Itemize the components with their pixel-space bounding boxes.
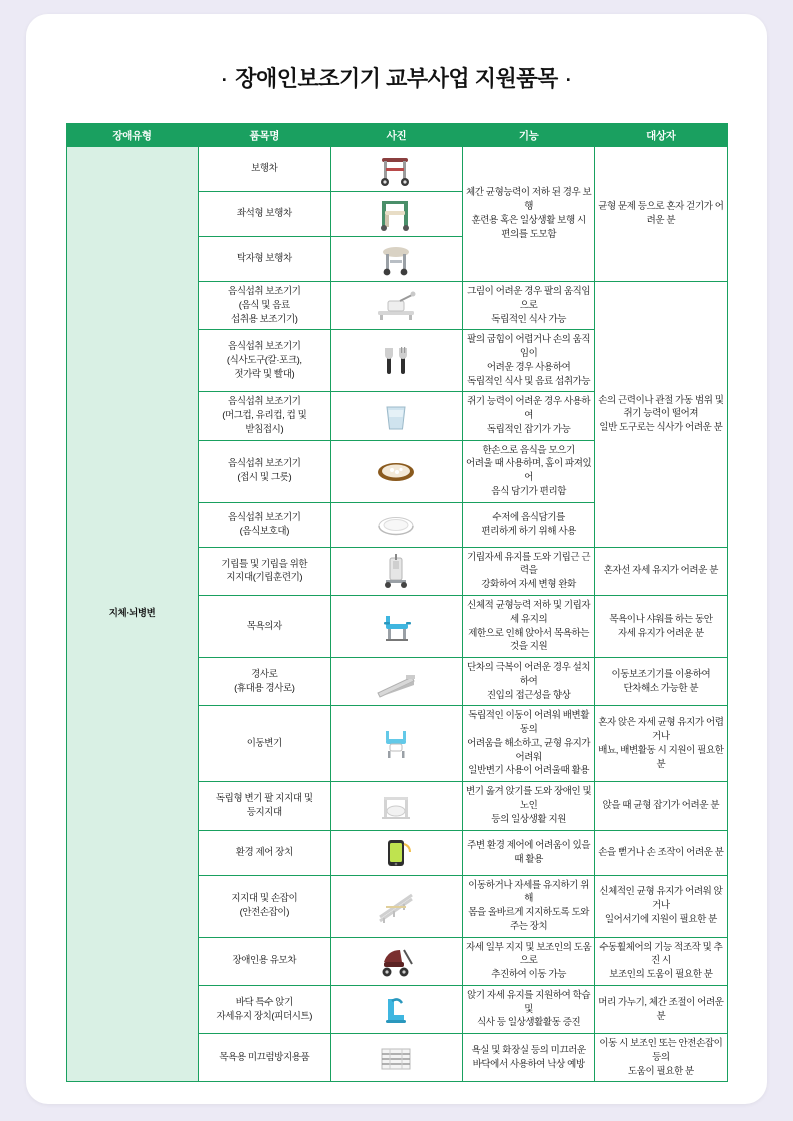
- cell-function: 이동하거나 자세를 유지하기 위해 몸을 올바르게 지지하도록 도와주는 장치: [463, 875, 595, 937]
- cell-photo: [330, 1034, 462, 1082]
- table-row: [66, 147, 727, 192]
- seated-walker-icon: [333, 195, 460, 233]
- page-title: [26, 14, 767, 93]
- cell-target: 균형 문제 등으로 혼자 걷기가 어려운 분: [595, 147, 727, 282]
- cell-photo: [330, 706, 462, 782]
- walker-icon: [333, 150, 460, 188]
- cell-photo: [330, 502, 462, 547]
- cell-item-name: 목욕의자: [198, 596, 330, 658]
- standing-frame-icon: [333, 552, 460, 590]
- cell-function: 변기 옮겨 앉기를 도와 장애인 및 노인 등의 일상생활 지원: [463, 782, 595, 830]
- header-disability-type: 장애유형: [66, 124, 198, 147]
- cell-function: 신체적 균형능력 저하 및 기립자세 유지의 제한으로 인해 앉아서 목욕하는 것을 지원: [463, 596, 595, 658]
- commode-icon: [333, 725, 460, 763]
- cell-function: 주변 환경 제어에 어려움이 있을 때 활용: [463, 830, 595, 875]
- cell-function: 욕실 및 화장실 등의 미끄러운 바닥에서 사용하여 낙상 예방: [463, 1034, 595, 1082]
- cell-photo: [330, 875, 462, 937]
- header-item-name: 품목명: [198, 124, 330, 147]
- cell-photo: [330, 147, 462, 192]
- cell-photo: [330, 330, 462, 392]
- cell-target: 혼자 앉은 자세 균형 유지가 어렵거나 배뇨, 배변활동 시 지원이 필요한 분: [595, 706, 727, 782]
- cell-function: 수저에 음식담기를 편리하게 하기 위해 사용: [463, 502, 595, 547]
- cutlery-icon: [333, 342, 460, 380]
- cell-target: 이동 시 보조인 또는 안전손잡이 등의 도움이 필요한 분: [595, 1034, 727, 1082]
- stroller-icon: [333, 942, 460, 980]
- cell-item-name: 좌석형 보행차: [198, 192, 330, 237]
- cell-photo: [330, 440, 462, 502]
- cell-item-name: 목욕용 미끄럼방지용품: [198, 1034, 330, 1082]
- cell-function: 한손으로 음식을 모으기 어려울 때 사용하며, 홈이 파져있어 음식 담기가 편리함: [463, 440, 595, 502]
- ramp-icon: [333, 663, 460, 701]
- cell-function: 단차의 극복이 어려운 경우 설치하여 진입의 접근성을 향상: [463, 658, 595, 706]
- cell-photo: [330, 237, 462, 282]
- title-text: 장애인보조기기 교부사업 지원품목: [235, 66, 558, 91]
- feeding-device-icon: [333, 287, 460, 325]
- cell-function: 팔의 굽힘이 어렵거나 손의 움직임이 어려운 경우 사용하여 독립적인 식사 및 음료 섭취가능: [463, 330, 595, 392]
- cell-item-name: 환경 제어 장치: [198, 830, 330, 875]
- cell-item-name: 음식섭취 보조기기 (머그컵, 유리컵, 컵 및 받침접시): [198, 392, 330, 440]
- plate-icon: [333, 452, 460, 490]
- cell-function: 자세 일부 지지 및 보조인의 도움으로 추진하여 이동 가능: [463, 937, 595, 985]
- cell-item-name: 이동변기: [198, 706, 330, 782]
- cell-target: 손의 근력이나 관절 가동 범위 및 쥐기 능력이 떨어져 일반 도구로는 식사가 어려운 분: [595, 282, 727, 548]
- cell-item-name: 독립형 변기 팔 지지대 및 등지지대: [198, 782, 330, 830]
- cell-target: 혼자선 자세 유지가 어려운 분: [595, 547, 727, 595]
- cell-photo: [330, 547, 462, 595]
- cell-function: 체간 균형능력이 저하 된 경우 보행 훈련용 혹은 일상생활 보행 시 편의를 도모함: [463, 147, 595, 282]
- cell-photo: [330, 192, 462, 237]
- table-body: [66, 147, 727, 1082]
- cell-function: 앉기 자세 유지를 지원하여 학습 및 식사 등 일상생활활동 증진: [463, 985, 595, 1033]
- header-function: 기능: [463, 124, 595, 147]
- feeder-seat-icon: [333, 991, 460, 1029]
- cell-target: 손을 뻗거나 손 조작이 어려운 분: [595, 830, 727, 875]
- toilet-support-icon: [333, 787, 460, 825]
- handrail-icon: [333, 887, 460, 925]
- food-guard-icon: [333, 506, 460, 544]
- cell-photo: [330, 782, 462, 830]
- cell-item-name: 음식섭취 보조기기 (식사도구(칼·포크), 젓가락 및 빨대): [198, 330, 330, 392]
- cell-photo: [330, 985, 462, 1033]
- document-page: [26, 14, 767, 1104]
- cell-photo: [330, 596, 462, 658]
- cell-item-name: 탁자형 보행차: [198, 237, 330, 282]
- cell-item-name: 보행차: [198, 147, 330, 192]
- cell-photo: [330, 937, 462, 985]
- cell-target: 이동보조기기를 이용하여 단차해소 가능한 분: [595, 658, 727, 706]
- environment-control-icon: [333, 834, 460, 872]
- cell-photo: [330, 658, 462, 706]
- cup-icon: [333, 397, 460, 435]
- cell-function: 독립적인 이동이 어려워 배변활동의 어려움을 해소하고, 균형 유지가 어려워 일반변기 사용이 어려울때 활용: [463, 706, 595, 782]
- cell-photo: [330, 392, 462, 440]
- cell-function: 쥐기 능력이 어려운 경우 사용하여 독립적인 잡기가 가능: [463, 392, 595, 440]
- cell-item-name: 음식섭취 보조기기 (음식 및 음료 섭취용 보조기기): [198, 282, 330, 330]
- shower-chair-icon: [333, 608, 460, 646]
- cell-photo: [330, 830, 462, 875]
- cell-item-name: 기립틀 및 기립을 위한 지지대(기립훈련기): [198, 547, 330, 595]
- support-items-table: [66, 123, 728, 1082]
- table-header-row: [66, 124, 727, 147]
- cell-item-name: 음식섭취 보조기기 (접시 및 그릇): [198, 440, 330, 502]
- cell-photo: [330, 282, 462, 330]
- cell-target: 목욕이나 샤워를 하는 동안 자세 유지가 어려운 분: [595, 596, 727, 658]
- cell-item-name: 음식섭취 보조기기 (음식보호대): [198, 502, 330, 547]
- cell-target: 머리 가누기, 체간 조절이 어려운 분: [595, 985, 727, 1033]
- cell-item-name: 바닥 특수 앉기 자세유지 장치(피더시트): [198, 985, 330, 1033]
- anti-slip-mat-icon: [333, 1039, 460, 1077]
- cell-item-name: 지지대 및 손잡이 (안전손잡이): [198, 875, 330, 937]
- cell-item-name: 장애인용 유모차: [198, 937, 330, 985]
- table-walker-icon: [333, 240, 460, 278]
- cell-item-name: 경사로 (휴대용 경사로): [198, 658, 330, 706]
- cell-disability-type: 지체·뇌병변: [66, 147, 198, 1082]
- cell-function: 기립자세 유지를 도와 기립근 근력을 강화하여 자세 변형 완화: [463, 547, 595, 595]
- header-target: 대상자: [595, 124, 727, 147]
- title-dot-right: ·: [565, 69, 572, 90]
- cell-target: 앉을 때 균형 잡기가 어려운 분: [595, 782, 727, 830]
- header-photo: 사진: [330, 124, 462, 147]
- cell-function: 그림이 어려운 경우 팔의 움직임으로 독립적인 식사 가능: [463, 282, 595, 330]
- cell-target: 수동휠체어의 기능 적조작 및 추진 시 보조인의 도움이 필요한 분: [595, 937, 727, 985]
- cell-target: 신체적인 균형 유지가 어려워 앉거나 일어서기에 지원이 필요한 분: [595, 875, 727, 937]
- title-dot-left: ·: [221, 69, 228, 90]
